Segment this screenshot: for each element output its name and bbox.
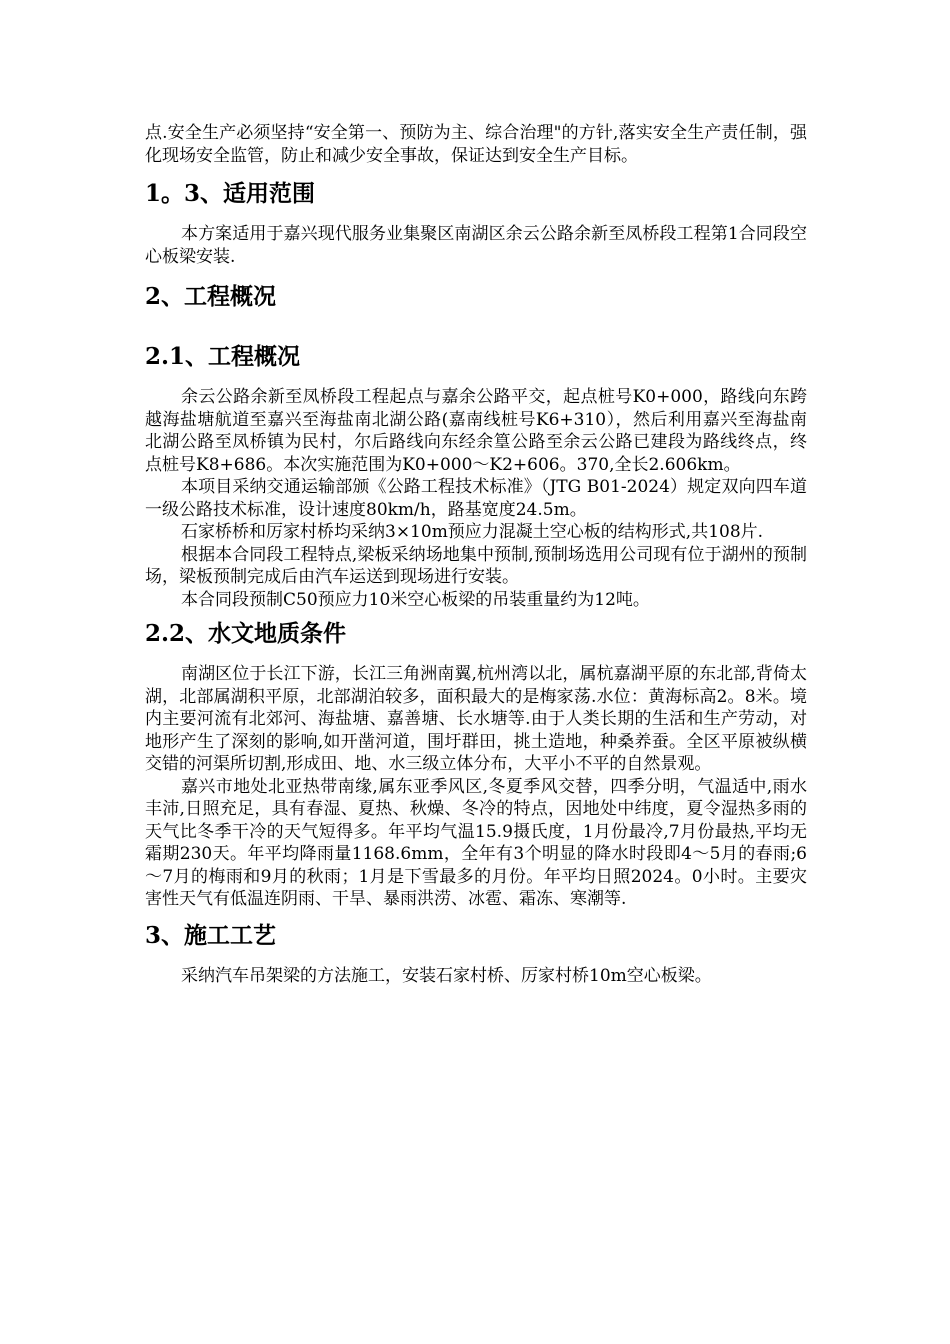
paragraph-geography: 南湖区位于长江下游，长江三角洲南翼,杭州湾以北，属杭嘉湖平原的东北部,背倚太湖，北部属湖积平原，北部湖泊较多，面积最大的是梅家荡.水位：黄海标高2。8米。境内主要河流有北郊河、海盐塘、嘉善塘、长水塘等.由于人类长期的生活和生产劳动，对地形产生了深刻的影响,如开凿河道，围圩群田，挑土造地，种桑养蚕。全区平原被纵横交错的河渠所切割,形成田、地、水三级立体分布，大平小不平的自然景观。: [145, 664, 807, 774]
paragraph-weight: 本合同段预制C50预应力10米空心板梁的吊装重量约为12吨。: [181, 589, 650, 610]
paragraph-route: 余云公路余新至凤桥段工程起点与嘉余公路平交，起点桩号K0+000，路线向东跨越海盐塘航道至嘉兴至海盐南北湖公路(嘉南线桩号K6+310），然后利用嘉兴至海盐南北湖公路至凤桥镇为民村，尔后路线向东经余篁公路至余云公路已建段为路线终点，终点桩号K8+686。本次实施范围为K0+000～K2+606。370,全长2.606km。: [145, 387, 807, 475]
paragraph-climate: 嘉兴市地处北亚热带南缘,属东亚季风区,冬夏季风交替，四季分明，气温适中,雨水丰沛,日照充足，具有春湿、夏热、秋燥、冬冷的特点，因地处中纬度，夏令湿热多雨的天气比冬季干冷的天气短得多。年平均气温15.9摄氏度，1月份最冷,7月份最热,平均无霜期230天。年平均降雨量1168.6mm，全年有3个明显的降水时段即4～5月的春雨;6～7月的梅雨和9月的秋雨；1月是下雪最多的月份。年平均日照2024。0小时。主要灾害性天气有低温连阴雨、干旱、暴雨洪涝、冰雹、霜冻、寒潮等.: [145, 776, 807, 909]
paragraph-standard: 本项目采纳交通运输部颁《公路工程技术标准》（JTG B01-2024）规定双向四车道一级公路技术标准，设计速度80km/h，路基宽度24.5m。: [145, 477, 807, 520]
section-heading-2: 2、工程概况: [145, 283, 277, 310]
paragraph-scope: 本方案适用于嘉兴现代服务业集聚区南湖区余云公路余新至凤桥段工程第1合同段空心板梁安装.: [145, 224, 807, 267]
section-heading-3: 3、施工工艺: [145, 921, 277, 949]
paragraph-prefab: 根据本合同段工程特点,梁板采纳场地集中预制,预制场选用公司现有位于湖州的预制场，梁板预制完成后由汽车运送到现场进行安装。: [145, 544, 807, 587]
section-heading-2-2: 2.2、水文地质条件: [145, 620, 347, 647]
document-page: [145, 122, 807, 987]
section-heading-1-3: 1。3、适用范围: [145, 180, 316, 207]
intro-paragraph: 点.安全生产必须坚持“安全第一、预防为主、综合治理"的方针,落实安全生产责任制，强化现场安全监管，防止和减少安全事故，保证达到安全生产目标。: [145, 123, 807, 166]
section-heading-2-1: 2.1、工程概况: [145, 343, 301, 370]
paragraph-bridges: 石家桥桥和厉家村桥均采纳3×10m预应力混凝土空心板的结构形式,共108片.: [181, 522, 764, 542]
paragraph-method: 采纳汽车吊架梁的方法施工，安装石家村桥、厉家村桥10m空心板梁。: [181, 965, 712, 986]
